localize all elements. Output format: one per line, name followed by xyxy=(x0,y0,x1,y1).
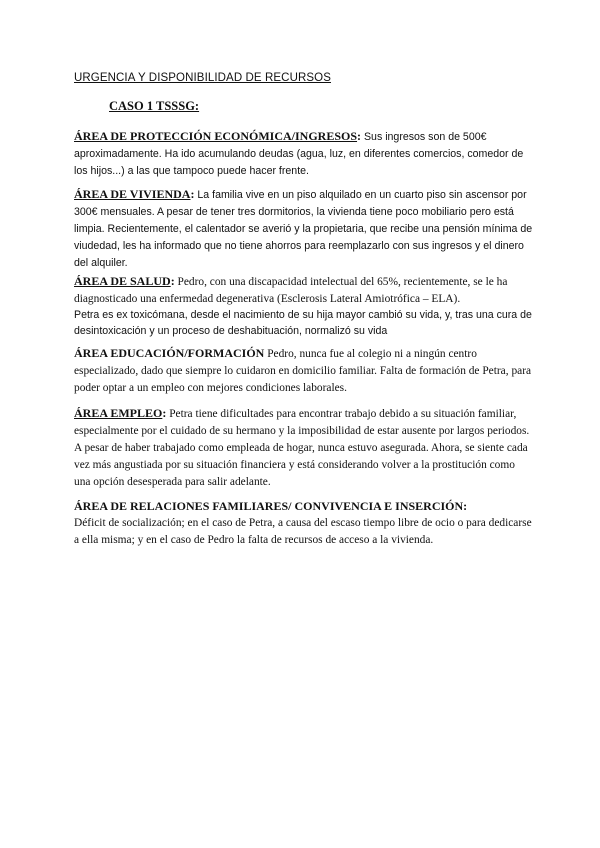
section-education xyxy=(74,345,534,396)
section-heading: ÁREA DE VIVIENDA xyxy=(74,187,191,201)
heading-separator: : xyxy=(357,129,362,143)
section-family-relations xyxy=(74,498,534,548)
section-health xyxy=(74,273,534,339)
section-housing xyxy=(74,186,534,271)
section-employment xyxy=(74,405,534,490)
section-heading: ÁREA DE RELACIONES FAMILIARES/ CONVIVENCIA E INSERCIÓN: xyxy=(74,499,468,513)
case-title: CASO 1 TSSSG: xyxy=(109,99,200,113)
section-text: Sus ingresos son de 500€ aproximadamente. Ha ido acumulando deudas (agua, luz, en diferentes comercios, comedor de los hijos...) a las que tampoco puede hacer frente. xyxy=(74,131,524,177)
heading-separator: : xyxy=(190,187,195,201)
section-text: Petra tiene dificultades para encontrar trabajo debido a su situación familiar, especialmente por el cuidado de su hermano y la imposibilidad de estar ausente por largos periodos. A pesar de haber trabajado como empleada de hogar, nunca estuvo asegurada. Ahora, se siente cada vez más angustiada por su situación financiera y está considerando volver a la prostitución como una opción desesperada para salir adelante. xyxy=(74,408,530,488)
section-heading: ÁREA DE SALUD xyxy=(74,274,171,288)
section-text-continued: Petra es ex toxicómana, desde el nacimiento de su hija mayor cambió su vida, y, tras una cura de desintoxicación y un proceso de deshabituación, normalizó su vida xyxy=(74,309,532,337)
heading-separator: : xyxy=(162,406,167,420)
section-heading: ÁREA EMPLEO xyxy=(74,406,163,420)
section-text: Déficit de socialización; en el caso de Petra, a causa del escaso tiempo libre de ocio o para dedicarse a ella misma; y en el caso de Pedro la falta de recursos de acceso a la vivienda. xyxy=(74,517,532,546)
heading-separator: : xyxy=(170,274,175,288)
section-heading: ÁREA EDUCACIÓN/FORMACIÓN xyxy=(74,346,265,360)
section-heading: ÁREA DE PROTECCIÓN ECONÓMICA/INGRESOS xyxy=(74,129,358,143)
document-title: URGENCIA Y DISPONIBILIDAD DE RECURSOS xyxy=(74,72,331,84)
section-text: La familia vive en un piso alquilado en un cuarto piso sin ascensor por 300€ mensuales. A pesar de tener tres dormitorios, la vivienda tiene poco mobiliario pero está limpia. Recientemente, el calentador se averió y la propietaria, que recibe una pensión mínima de viudedad, les ha informado que no tiene ahorros para reemplazarlo con sus ingresos y el dinero del alquiler. xyxy=(74,189,533,269)
section-economic-protection xyxy=(74,128,534,179)
section-text: Pedro, nunca fue al colegio ni a ningún centro especializado, dado que siempre lo cuidaron en domicilio familiar. Falta de formación de Petra, para poder optar a un empleo con mejores condiciones laborales. xyxy=(74,348,532,394)
section-text: Pedro, con una discapacidad intelectual del 65%, recientemente, se le ha diagnosticado una enfermedad degenerativa (Esclerosis Lateral Amiotrófica – ELA). xyxy=(74,276,508,305)
